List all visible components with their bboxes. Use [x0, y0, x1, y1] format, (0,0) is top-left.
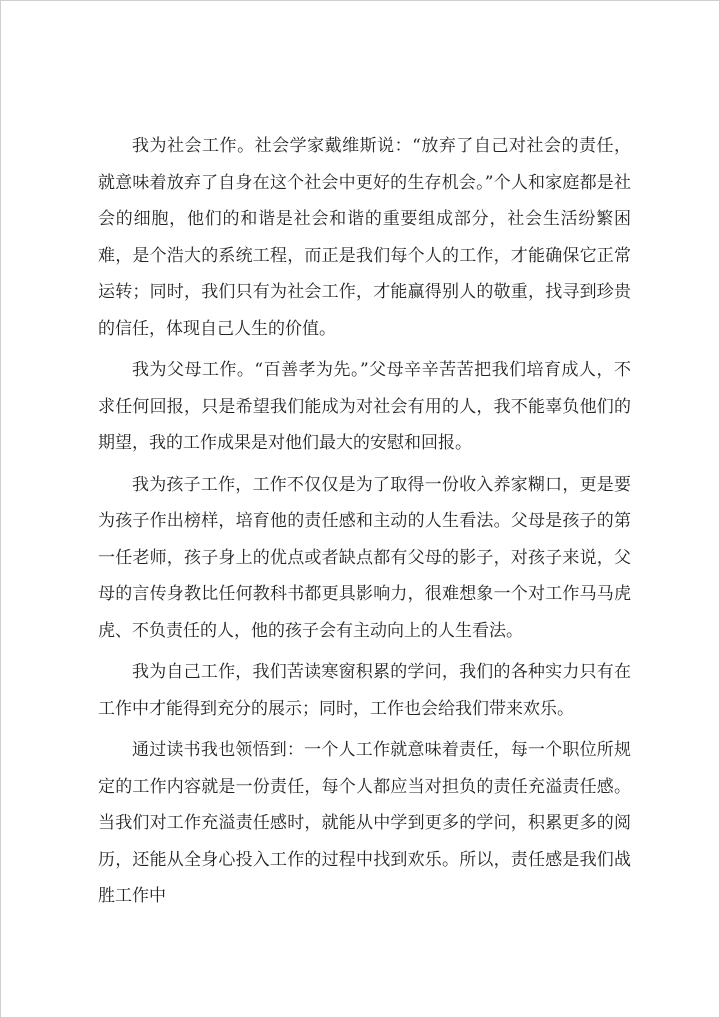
paragraph-children: 我为孩子工作，工作不仅仅是为了取得一份收入养家糊口，更是要为孩子作出榜样，培育他的责任感和主动的人生看法。父母是孩子的第一任老师，孩子身上的优点或者缺点都有父母的影子，对孩子来说，父母的言传身教比任何教科书都更具影响力，很难想象一个对工作马马虎虎、不负责任的人，他的孩子会有主动向上的人生看法。 [98, 474, 631, 641]
paragraph-self: 我为自己工作，我们苦读寒窗积累的学问，我们的各种实力只有在工作中才能得到充分的展示；同时，工作也会给我们带来欢乐。 [98, 662, 631, 719]
paragraph-responsibility: 通过读书我也领悟到：一个人工作就意味着责任，每一个职位所规定的工作内容就是一份责任，每个人都应当对担负的责任充溢责任感。当我们对工作充溢责任感时，就能从中学到更多的学问，积累更多的阅历，还能从全身心投入工作的过程中找到欢乐。所以，责任感是我们战胜工作中 [98, 740, 631, 906]
paragraph-parents: 我为父母工作。“百善孝为先。”父母辛辛苦苦把我们培育成人，不求任何回报，只是希望我们能成为对社会有用的人，我不能辜负他们的期望，我的工作成果是对他们最大的安慰和回报。 [98, 360, 631, 453]
paragraph-society: 我为社会工作。社会学家戴维斯说：“放弃了自己对社会的责任，就意味着放弃了自身在这个社会中更好的生存机会。”个人和家庭都是社会的细胞，他们的和谐是社会和谐的重要组成部分，社会生活纷繁困难，是个浩大的系统工程，而正是我们每个人的工作，才能确保它正常运转；同时，我们只有为社会工作，才能赢得别人的敬重，找寻到珍贵的信任，体现自己人生的价值。 [98, 136, 631, 339]
document-body [98, 128, 631, 920]
